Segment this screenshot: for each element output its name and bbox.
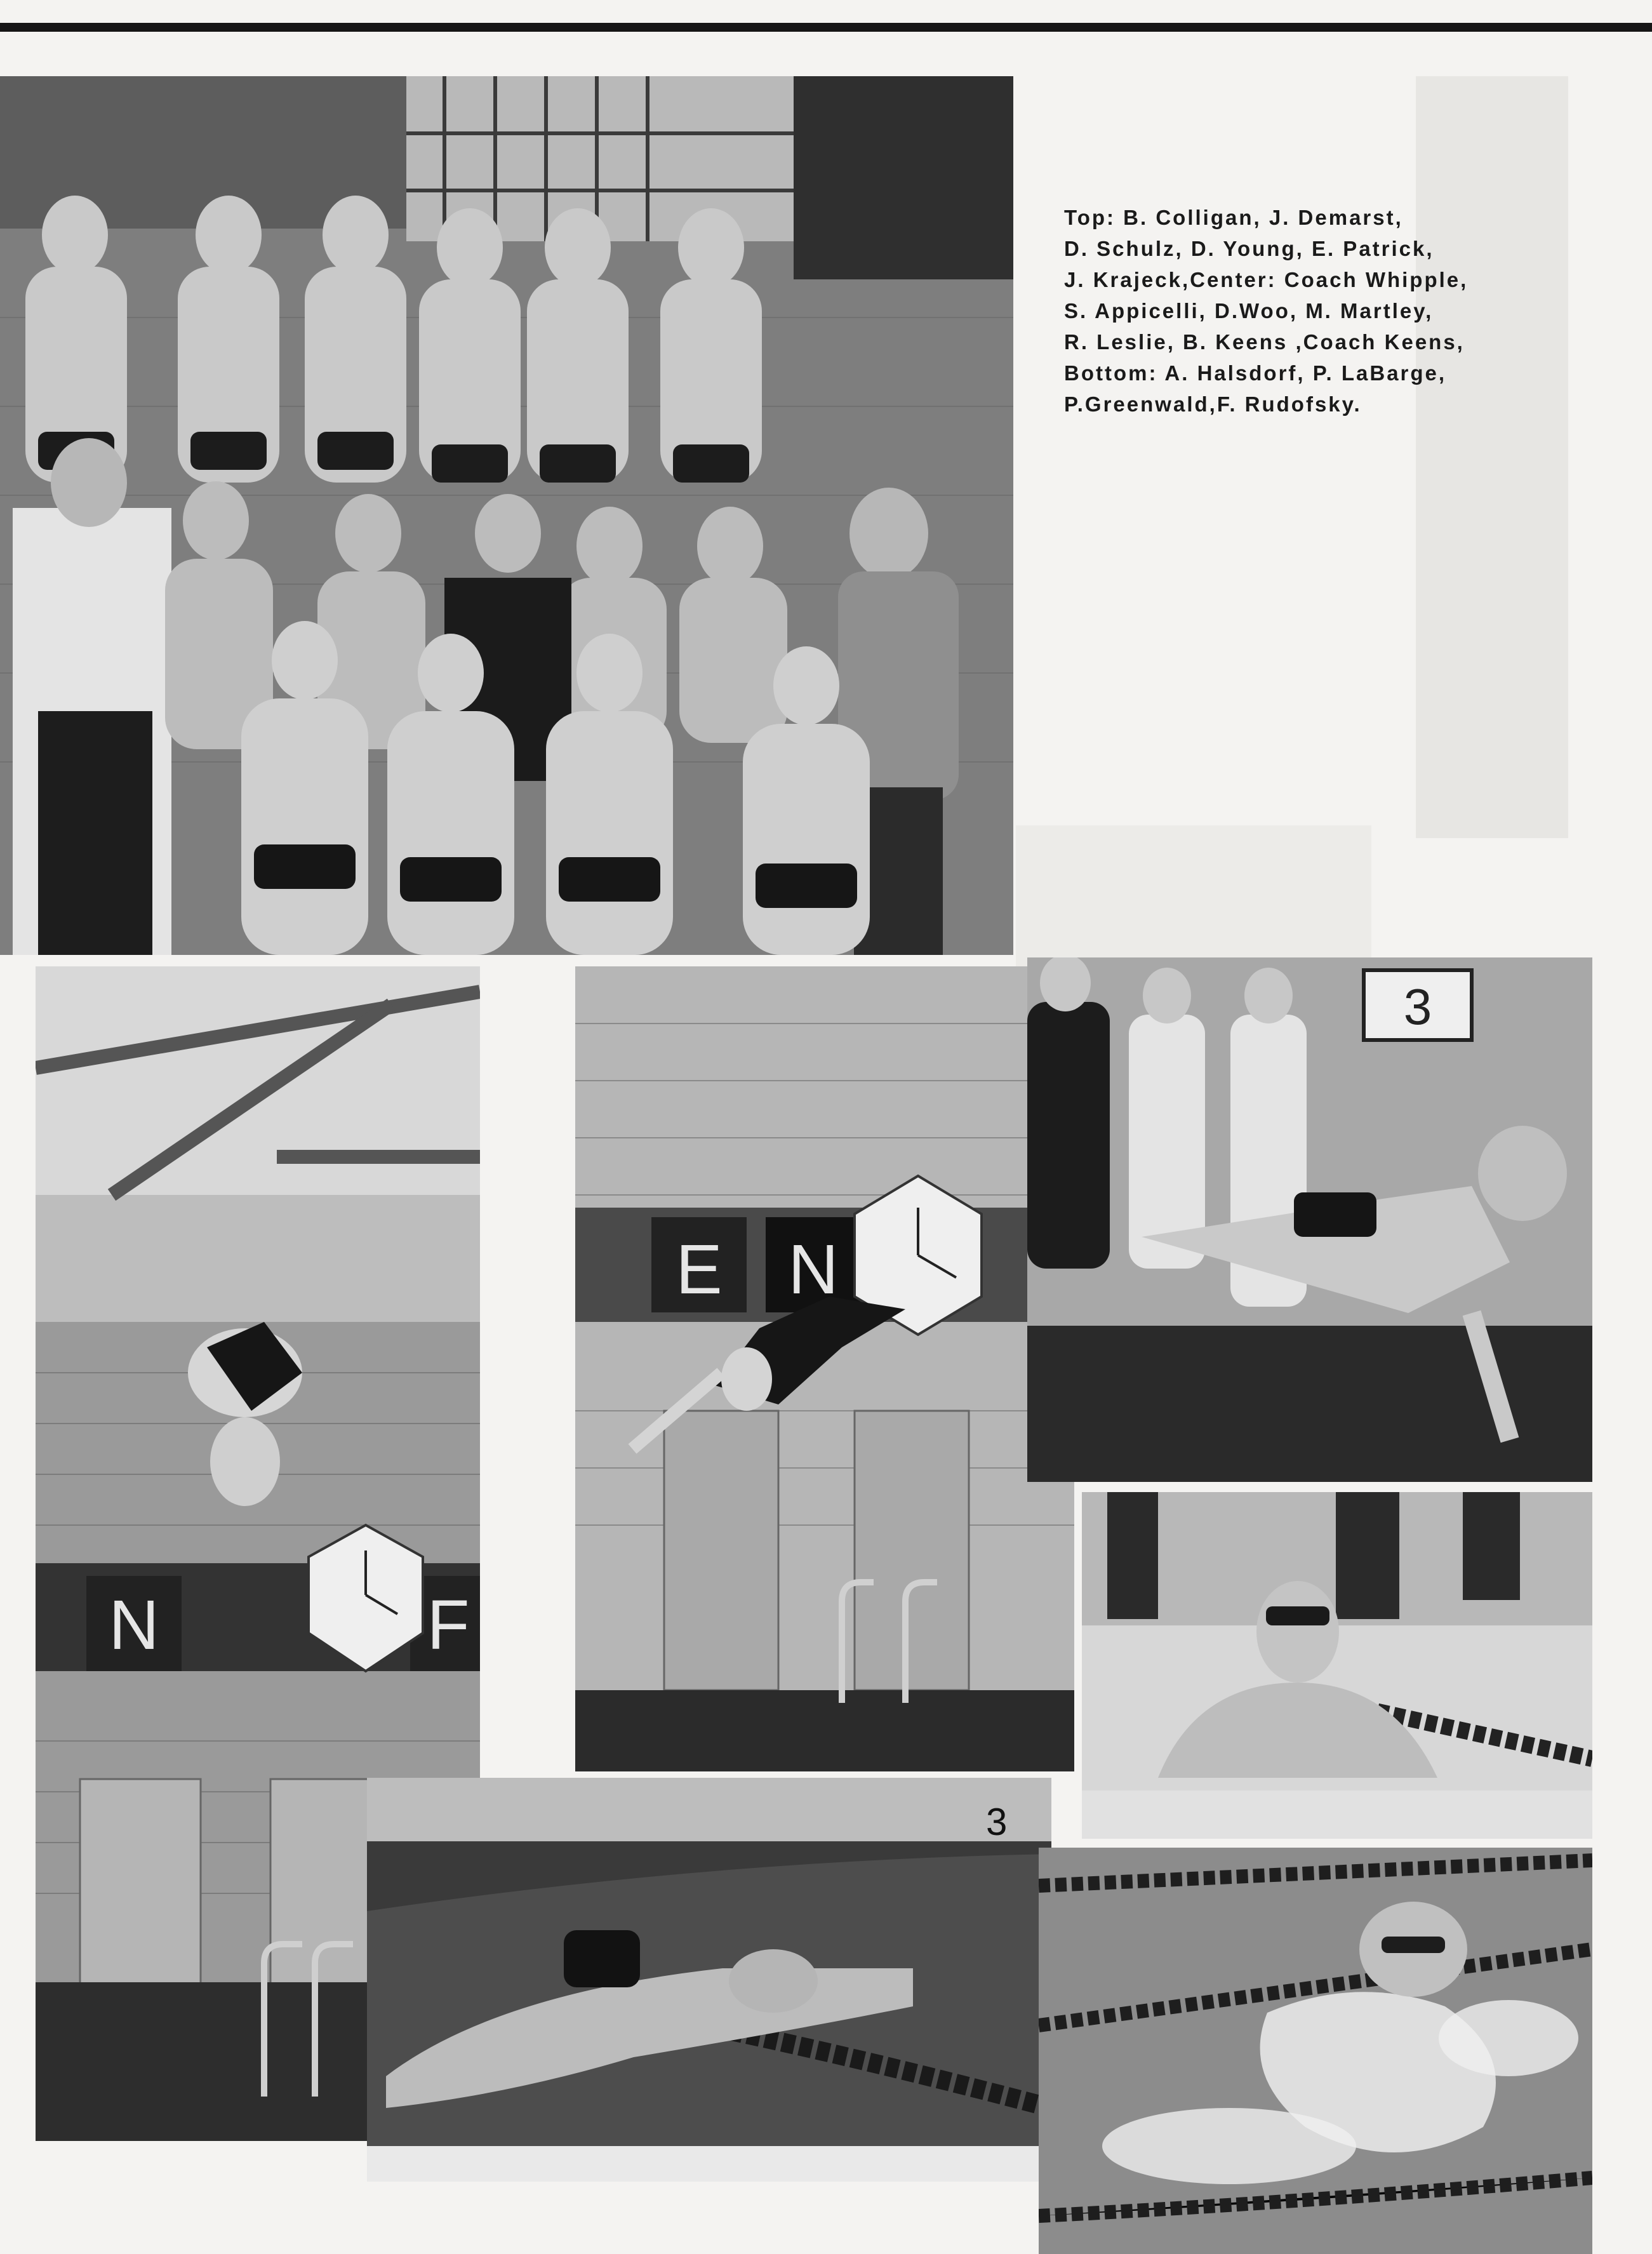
lane-sign: 3	[1403, 978, 1432, 1035]
team-photo	[0, 76, 1013, 955]
caption-line: D. Schulz, D. Young, E. Patrick,	[1064, 237, 1434, 260]
caption-line: J. Krajeck,Center: Coach Whipple,	[1064, 268, 1469, 291]
wall-letter-f: F	[427, 1586, 470, 1664]
swimmer-freestyle-photo	[1039, 1848, 1592, 2254]
caption-line: Top: B. Colligan, J. Demarst,	[1064, 206, 1403, 229]
wall-letter-n: N	[109, 1586, 159, 1664]
wall-letter-e: E	[676, 1230, 723, 1309]
caption-line: S. Appicelli, D.Woo, M. Martley,	[1064, 299, 1434, 323]
caption-line: Bottom: A. Halsdorf, P. LaBarge,	[1064, 361, 1447, 385]
page-top-rule	[0, 23, 1652, 32]
show-through-area	[1416, 76, 1568, 838]
wall-letter-n: N	[788, 1230, 839, 1309]
lane-marker: 3	[986, 1801, 1008, 1843]
caption-line: R. Leslie, B. Keens ,Coach Keens,	[1064, 330, 1465, 354]
caption-line: P.Greenwald,F. Rudofsky.	[1064, 392, 1362, 416]
diver-layout-photo	[575, 966, 1074, 1771]
swimmer-start-photo	[1027, 957, 1592, 1482]
photo-caption	[1064, 202, 1623, 420]
swimmer-lane-line-photo	[367, 1778, 1051, 2182]
swimmer-goggles-photo	[1082, 1492, 1592, 1839]
